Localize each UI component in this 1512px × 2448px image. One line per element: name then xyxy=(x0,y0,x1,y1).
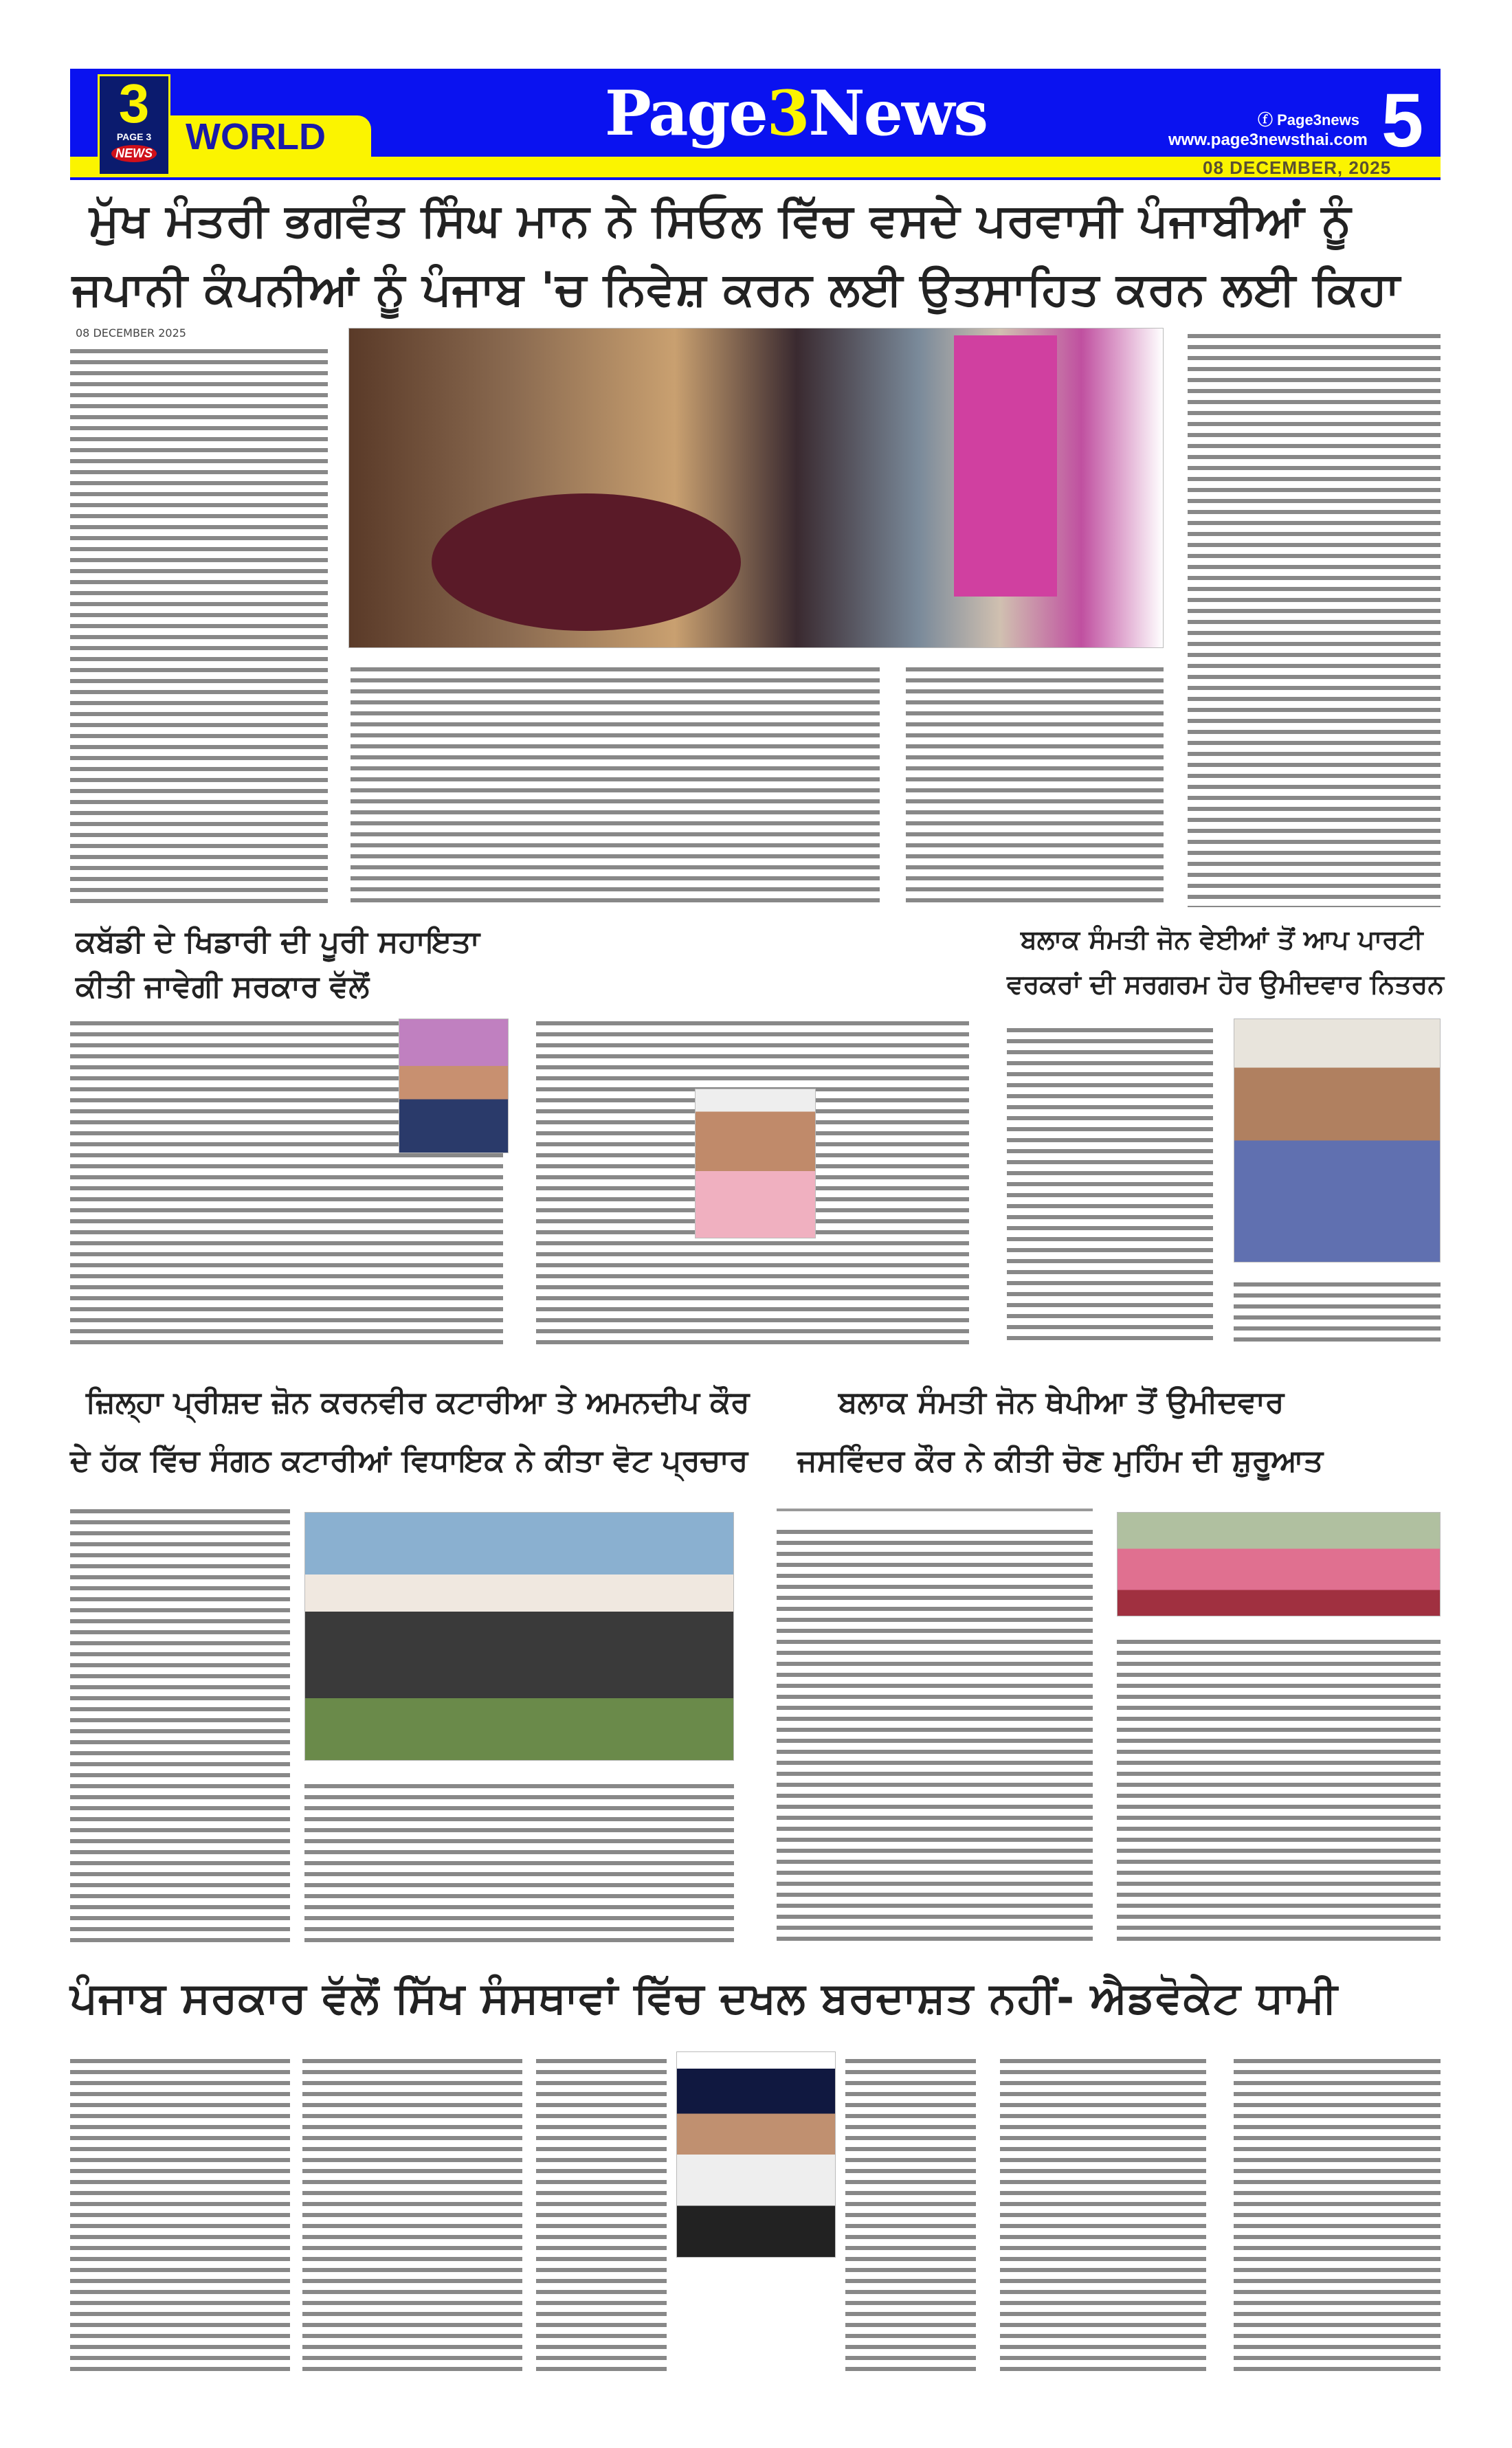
story4-headline-line1: ਜ਼ਿਲ੍ਹਾ ਪ੍ਰੀਸ਼ਦ ਜ਼ੋਨ ਕਰਨਵੀਰ ਕਟਾਰੀਆ ਤੇ ਅਮਨਦੀਪ ਕੌਰ xyxy=(86,1385,750,1420)
story6-text-col3 xyxy=(536,2055,667,2378)
lead-text-col1 xyxy=(70,345,328,907)
story2-portrait xyxy=(399,1019,509,1153)
lead-headline-line1: ਮੁੱਖ ਮੰਤਰੀ ਭਗਵੰਤ ਸਿੰਘ ਮਾਨ ਨੇ ਸਿਓਲ ਵਿੱਚ ਵਸਦੇ ਪਰਵਾਸੀ ਪੰਜਾਬੀਆਂ ਨੂੰ xyxy=(89,194,1352,247)
story4-headline-line2: ਦੇ ਹੱਕ ਵਿੱਚ ਸੰਗਠ ਕਟਾਰੀਆਂ ਵਿਧਾਇਕ ਨੇ ਕੀਤਾ ਵੋਟ ਪ੍ਰਚਾਰ xyxy=(70,1443,748,1478)
section-label: WORLD xyxy=(186,116,326,157)
story3-portrait xyxy=(1234,1019,1441,1262)
story4-text-col2 xyxy=(304,1780,734,1945)
logo-page: PAGE 3 xyxy=(116,131,152,142)
story6-headline: ਪੰਜਾਬ ਸਰਕਾਰ ਵੱਲੋਂ ਸਿੱਖ ਸੰਸਥਾਵਾਂ ਵਿੱਚ ਦਖਲ ਬਰਦਾਸ਼ਤ ਨਹੀਂ- ਐਡਵੋਕੇਟ ਧਾਮੀ xyxy=(70,1972,1338,2023)
story5-headline-line2: ਜਸਵਿੰਦਰ ਕੌਰ ਨੇ ਕੀਤੀ ਚੋਣ ਮੁਹਿੰਮ ਦੀ ਸ਼ੁਰੂਆਤ xyxy=(797,1443,1324,1478)
story3-text2 xyxy=(1234,1278,1441,1347)
social-handle-text: Page3news xyxy=(1277,111,1359,129)
newspaper-title xyxy=(605,77,987,150)
story6-text-col1 xyxy=(70,2055,290,2378)
conference-table xyxy=(432,493,741,631)
story4-group-photo xyxy=(304,1512,734,1761)
website: www.page3newsthai.com xyxy=(1168,131,1368,149)
story4-text-col1 xyxy=(70,1505,290,1945)
logo xyxy=(98,74,170,176)
facebook-icon: ⓕ xyxy=(1258,111,1278,129)
story6-text-col4 xyxy=(845,2055,976,2378)
social-handle xyxy=(1258,109,1359,130)
story5-text-col1 xyxy=(777,1526,1093,1945)
story6-text-col5 xyxy=(1000,2055,1206,2378)
story2-headline-line1: ਕਬੱਡੀ ਦੇ ਖਿਡਾਰੀ ਦੀ ਪੂਰੀ ਸਹਾਇਤਾ xyxy=(76,924,480,959)
lead-headline-line2: ਜਪਾਨੀ ਕੰਪਨੀਆਂ ਨੂੰ ਪੰਜਾਬ 'ਚ ਨਿਵੇਸ਼ ਕਰਨ ਲਈ ਉਤਸਾਹਿਤ ਕਰਨ ਲਈ ਕਿਹਾ xyxy=(72,263,1401,315)
lead-text-col4 xyxy=(1188,330,1441,907)
story6-text-col6 xyxy=(1234,2055,1441,2378)
title-number: 3 xyxy=(766,77,809,150)
story2b-portrait xyxy=(695,1089,816,1238)
story3-text xyxy=(1007,1024,1213,1347)
event-banner xyxy=(954,335,1057,597)
divider xyxy=(777,1509,1093,1511)
story5-group-photo xyxy=(1117,1512,1441,1616)
story5-text-col2 xyxy=(1117,1636,1441,1945)
title-pre: Page xyxy=(605,77,767,150)
lead-photo xyxy=(348,328,1164,648)
story3-headline-line2: ਵਰਕਰਾਂ ਦੀ ਸਰਗਰਮ ਹੋਰ ਉਮੀਦਵਾਰ ਨਿਤਰਨ xyxy=(1007,969,1444,999)
story6-portrait xyxy=(676,2051,836,2258)
story3-headline-line1: ਬਲਾਕ ਸੰਮਤੀ ਜੋਨ ਵੇਈਆਂ ਤੋਂ ਆਪ ਪਾਰਟੀ xyxy=(1021,924,1423,955)
logo-number: 3 xyxy=(118,73,150,134)
lead-text-col2 xyxy=(351,663,880,907)
lead-dateline: 08 DECEMBER 2025 xyxy=(76,326,186,340)
issue-date: 08 DECEMBER, 2025 xyxy=(1203,157,1392,178)
lead-text-col3 xyxy=(906,663,1164,907)
title-post: News xyxy=(808,77,988,150)
page-number: 5 xyxy=(1381,78,1424,163)
story6-text-col2 xyxy=(302,2055,522,2378)
story5-headline-line1: ਬਲਾਕ ਸੰਮਤੀ ਜੋਨ ਥੇਪੀਆ ਤੋਂ ਉਮੀਦਵਾਰ xyxy=(838,1385,1285,1420)
story2-headline-line2: ਕੀਤੀ ਜਾਵੇਗੀ ਸਰਕਾਰ ਵੱਲੋਂ xyxy=(76,969,370,1004)
logo-news: NEWS xyxy=(111,145,157,162)
